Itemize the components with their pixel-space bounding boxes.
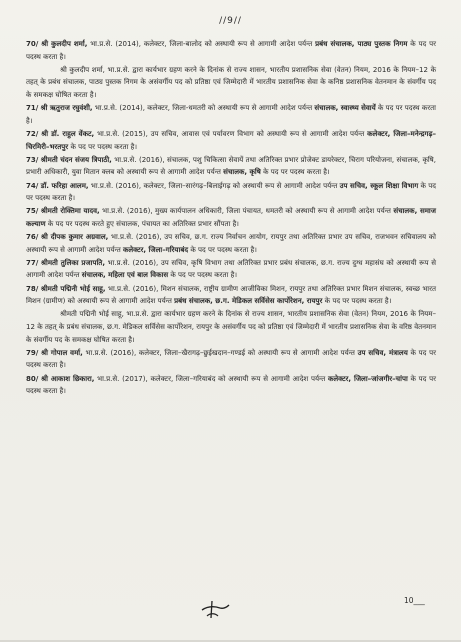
paragraph-text: के पद पर पदस्थ करता है। bbox=[168, 270, 237, 280]
posted-designation: उप सचिव, स्कूल शिक्षा विभाग bbox=[339, 180, 419, 190]
order-paragraph bbox=[26, 283, 436, 308]
order-number: 75/ bbox=[26, 206, 39, 216]
officer-name: श्रीमती पद्मिनी भोई साहू, bbox=[40, 283, 106, 293]
paragraph-text: के पद पर पदस्थ करता है। bbox=[188, 244, 257, 254]
order-number: 76/ bbox=[26, 232, 39, 242]
paragraph-text: भा.प्र.से. (2015), उप सचिव, आवास एवं पर्यावरण विभाग को अस्थायी रूप से आगामी आदेश पर्यन्त bbox=[94, 128, 368, 138]
posted-designation: प्रबंध संचालक, पाठ्य पुस्तक निगम bbox=[315, 39, 408, 48]
officer-name: श्रीमती चंदन संजय त्रिपाठी, bbox=[40, 154, 112, 164]
paragraph-text: भा.प्र.से. (2016), मिशन संचालक, राष्ट्रीय ग्रामीण आजीविका मिशन, रायपुर तथा अतिरिक्त प्रभार मिशन संचालक, स्वच्छ भारत मिशन (ग्रामीण) को अस्थायी रूप से आगामी आदेश पर्यन्त bbox=[26, 283, 436, 306]
officer-name: श्री डॉ. राहुल वेंकट, bbox=[41, 128, 95, 138]
order-number: 71/ bbox=[26, 103, 39, 113]
posted-designation: संचालक, स्वास्थ्य सेवायें bbox=[314, 103, 376, 113]
order-number: 70/ bbox=[26, 39, 39, 48]
paragraph-note bbox=[26, 308, 436, 346]
order-paragraph bbox=[26, 38, 436, 63]
paragraph-text: भा.प्र.से. (2014), कलेक्टर, जिला-धमतरी को अस्थायी रूप से आगामी आदेश पर्यन्त bbox=[92, 103, 315, 113]
paragraph-text: के पद पर पदस्थ करता है। bbox=[68, 141, 138, 151]
posted-designation: संचालक, समाज कल्याण bbox=[26, 206, 436, 228]
paragraph-text: भा.प्र.से. (2016), मुख्य कार्यपालन अधिकारी, जिला पंचायत, धमतरी को अस्थायी रूप से आगामी आदेश पर्यन्त bbox=[99, 206, 394, 216]
order-paragraph bbox=[26, 257, 436, 282]
posted-designation: कलेक्टर, जिला–गरियाबंद bbox=[122, 244, 189, 254]
posted-designation: संचालक, महिला एवं बाल विकास bbox=[81, 270, 169, 280]
officer-name: श्री दीपक कुमार अग्रवाल, bbox=[41, 232, 109, 242]
signature-mark bbox=[198, 598, 232, 620]
order-paragraph bbox=[26, 373, 436, 398]
paragraph-text: के पद पर पदस्थ करता है। bbox=[26, 180, 436, 203]
paragraph-text: भा.प्र.से. (2017), कलेक्टर, जिला–गरियाबंद को अस्थायी रूप से आगामी आदेश पर्यन्त bbox=[94, 373, 328, 383]
order-paragraph bbox=[26, 128, 436, 153]
order-number: 80/ bbox=[26, 373, 39, 383]
document-body bbox=[26, 38, 436, 398]
paragraph-text: भा.प्र.से. (2016), कलेक्टर, जिला–खैरागढ़–छुईखदान–गण्डई को अस्थायी रूप से आगामी आदेश पर्यन्त bbox=[82, 347, 358, 357]
paragraph-text: भा.प्र.से. (2016), कलेक्टर, जिला–सारंगढ़–बिलाईगढ़ को अस्थायी रूप से आगामी आदेश पर्यन्त bbox=[88, 180, 340, 190]
officer-name: श्रीमती रोक्तिमा यादव, bbox=[40, 206, 100, 216]
order-number: 78/ bbox=[26, 283, 39, 293]
paragraph-text: के पद पर पदस्थ करता है। bbox=[322, 296, 392, 306]
posted-designation: प्रबंध संचालक, छ.ग. मेडिकल सर्विसेस कार्पोरेशन, रायपुर bbox=[174, 296, 323, 306]
paragraph-text: के पद पर पदस्थ करता है। bbox=[260, 167, 330, 177]
paragraph-text: श्रीमती पद्मिनी भोई साहू, भा.प्र.से. द्वारा कार्यभार ग्रहण करने के दिनांक से राज्य शासन, भारतीय प्रशासनिक सेवा (वेतन) नियम, 2016 के नियम–12 के तहत् के प्रबंध संचालक, छ.ग. मेडिकल सर्विसेस कार्पोरेशन, रायपुर के असंवर्गीय पद को प्रतिष्ठा एवं जिम्मेदारी में भारतीय प्रशासनिक सेवा के वरिष्ठ वेतनमान के संवर्गीय पद के समकक्ष घोषित करता है। bbox=[26, 309, 436, 344]
officer-name: श्री ऋतुराज रघुवंशी, bbox=[40, 103, 93, 113]
paragraph-text: भा.प्र.से. (2014), कलेक्टर, जिला-बालोद को अस्थायी रूप से आगामी आदेश पर्यन्त bbox=[87, 39, 316, 48]
order-paragraph bbox=[26, 154, 436, 179]
order-number: 72/ bbox=[26, 128, 39, 138]
officer-name: श्री गोपाल वर्मा, bbox=[41, 347, 83, 357]
officer-name: श्री आकाश छिकारा, bbox=[41, 373, 95, 383]
paragraph-text: के पद पर पदस्थ करता है। bbox=[26, 373, 437, 396]
order-number: 74/ bbox=[26, 180, 39, 190]
posted-designation: उप सचिव, मंत्रालय bbox=[357, 347, 408, 357]
paragraph-text: के पद पर पदस्थ करते हुए संचालक, पंचायत का अतिरिक्त प्रभार सौंपता है। bbox=[45, 218, 239, 228]
paragraph-text: के पद पर पदस्थ करता है। bbox=[26, 103, 436, 125]
posted-designation: संचालक, कृषि bbox=[223, 167, 261, 177]
paragraph-text: भा.प्र.से. (2016), उप सचिव, छ.ग. राज्य निर्वाचन आयोग, रायपुर तथा अतिरिक्त प्रभार उप सचिव, राजभवन सचिवालय को अस्थायी रूप से आगामी आदेश पर्यन्त bbox=[26, 232, 436, 254]
order-number: 73/ bbox=[26, 154, 39, 164]
order-paragraph bbox=[26, 231, 436, 256]
paragraph-text: भा.प्र.से. (2016), संचालक, पशु चिकित्सा सेवायें तथा अतिरिक्त प्रभार प्रोजेक्ट डायरेक्टर, चिराग परियोजना, संचालक, कृषि, प्रभारी अधिकारी, युवा मितान क्लब को अस्थायी रूप से आगामी आदेश पर्यन्त bbox=[26, 154, 436, 177]
posted-designation: कलेक्टर, जिला–मनेन्द्रगढ़–चिरमिरी–भरतपुर bbox=[26, 128, 437, 151]
posted-designation: कलेक्टर, जिला–जांजगीर–चांपा bbox=[327, 373, 408, 383]
paragraph-note bbox=[26, 64, 436, 102]
officer-name: श्री कुलदीप शर्मा, bbox=[41, 39, 88, 48]
order-number: 77/ bbox=[26, 257, 39, 267]
order-paragraph bbox=[26, 180, 436, 205]
page-header: //9// bbox=[219, 16, 242, 26]
paragraph-text: श्री कुलदीप शर्मा, भा.प्र.से. द्वारा कार्यभार ग्रहण करने के दिनांक से राज्य शासन, भारतीय प्रशासनिक सेवा (वेतन) नियम, 2016 के नियम–12 के तहत् के प्रबंध संचालक, पाठ्य पुस्तक निगम के असंवर्गीय पद को प्रतिष्ठा एवं जिम्मेदारी में भारतीय प्रशासनिक सेवा के कनिष्ठ प्रशासनिक वेतनमान के संवर्गीय पद के समकक्ष घोषित करता है। bbox=[26, 64, 436, 99]
order-paragraph bbox=[26, 205, 436, 230]
order-paragraph bbox=[26, 347, 436, 372]
order-number: 79/ bbox=[26, 347, 39, 357]
officer-name: श्रीमती तुलिका प्रजापति, bbox=[41, 257, 106, 267]
paragraph-text: के पद पर पदस्थ करता है। bbox=[26, 39, 436, 61]
officer-name: डॉ. फरिहा आलम, bbox=[40, 180, 89, 190]
order-paragraph bbox=[26, 102, 436, 127]
footer-page-number: 10___ bbox=[404, 596, 425, 605]
paragraph-text: के पद पर पदस्थ करता है। bbox=[26, 347, 436, 370]
paragraph-text: भा.प्र.से. (2016), उप सचिव, कृषि विभाग तथा अतिरिक्त प्रभार प्रबंध संचालक, छ.ग. राज्य दुग्ध महासंघ को अस्थायी रूप से आगामी आदेश पर्यन्त bbox=[26, 257, 436, 280]
